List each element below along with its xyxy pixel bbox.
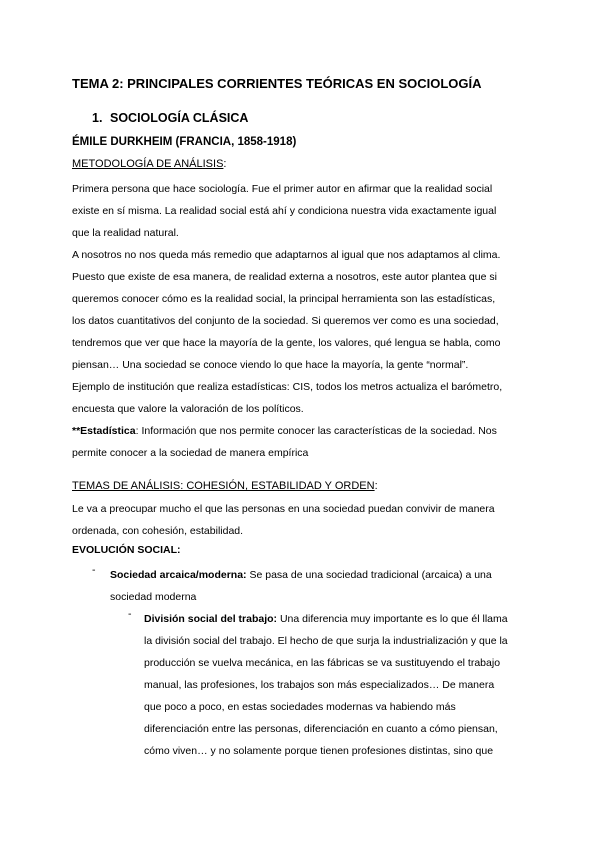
methodology-heading-text: METODOLOGÍA DE ANÁLISIS (72, 158, 224, 170)
bullet-dash: - (92, 564, 96, 576)
section-label: SOCIOLOGÍA CLÁSICA (110, 111, 249, 125)
bullet-term: División social del trabajo: (144, 613, 278, 625)
paragraph-cohesion (72, 498, 528, 542)
bullet-line: Se pasa de una sociedad tradicional (arcaica) a una (246, 569, 492, 581)
section-heading (92, 111, 248, 125)
text-line: A nosotros no nos queda más remedio que adaptarnos al igual que nos adaptamos al clima. (72, 249, 501, 261)
text-line: queremos conocer cómo es la realidad social, la principal herramienta son las estadísticas, (72, 293, 496, 305)
section-number: 1. (92, 111, 103, 125)
themes-colon: : (374, 480, 378, 492)
text-line: la división social del trabajo. El hecho de que surja la industrialización y que la (144, 635, 508, 647)
themes-heading-text: TEMAS DE ANÁLISIS: COHESIÓN, ESTABILIDAD Y ORDEN (72, 480, 375, 492)
text-line: sociedad moderna (110, 591, 197, 603)
bullet-dash: - (128, 608, 132, 620)
document-title: TEMA 2: PRINCIPALES CORRIENTES TEÓRICAS EN SOCIOLOGÍA (72, 76, 482, 91)
text-line (72, 420, 528, 442)
paragraph-definition (72, 420, 528, 464)
methodology-heading (72, 158, 226, 170)
text-line: manual, las profesiones, los trabajos son más especializados… De manera (144, 679, 495, 691)
text-line: producción se vuelva mecánica, en las fábricas se va sustituyendo el trabajo (144, 657, 501, 669)
text-line: Primera persona que hace sociología. Fue el primer autor en afirmar que la realidad social (72, 183, 493, 195)
methodology-colon: : (223, 158, 227, 170)
bullet-text (110, 564, 530, 608)
author-heading: ÉMILE DURKHEIM (FRANCIA, 1858-1918) (72, 136, 297, 148)
text-line: que la realidad natural. (72, 227, 179, 239)
text-line: Ejemplo de institución que realiza estadísticas: CIS, todos los metros actualiza el barómetro, (72, 381, 503, 393)
text-line: cómo viven… y no solamente porque tienen profesiones distintas, sino que (144, 745, 494, 757)
text-line: existe en sí misma. La realidad social está ahí y condiciona nuestra vida exactamente igual (72, 205, 497, 217)
text-line: los datos cuantitativos del conjunto de la sociedad. Si queremos ver como es una sociedad, (72, 315, 499, 327)
text-line: permite conocer a la sociedad de manera empírica (72, 447, 309, 459)
text-line: tendremos que ver que hace la mayoría de la gente, los valores, qué lengua se habla, como (72, 337, 501, 349)
text-line (110, 564, 530, 586)
text-line: Le va a preocupar mucho el que las personas en una sociedad puedan convivir de manera (72, 503, 495, 515)
text-line: Puesto que existe de esa manera, de realidad externa a nosotros, este autor plantea que si (72, 271, 497, 283)
text-line: ordenada, con cohesión, estabilidad. (72, 525, 244, 537)
text-line: diferenciación entre las personas, diferenciación en cuanto a cómo piensan, (144, 723, 498, 735)
text-line: encuesta que valore la valoración de los políticos. (72, 403, 304, 415)
text-line (144, 608, 524, 630)
bullet-text (144, 608, 524, 762)
definition-term: **Estadística (72, 425, 136, 437)
bullet-line: Una diferencia muy importante es lo que él llama (277, 613, 508, 625)
evolution-heading: EVOLUCIÓN SOCIAL: (72, 544, 181, 556)
text-line: que poco a poco, en estas sociedades modernas va habiendo más (144, 701, 456, 713)
themes-heading (72, 480, 378, 492)
paragraph-statistics (72, 244, 528, 420)
bullet-term: Sociedad arcaica/moderna: (110, 569, 247, 581)
definition-text: : Información que nos permite conocer las características de la sociedad. Nos (135, 425, 497, 437)
paragraph-intro (72, 178, 528, 244)
text-line: piensan… Una sociedad se conoce viendo lo que hace la mayoría, la gente “normal”. (72, 359, 469, 371)
